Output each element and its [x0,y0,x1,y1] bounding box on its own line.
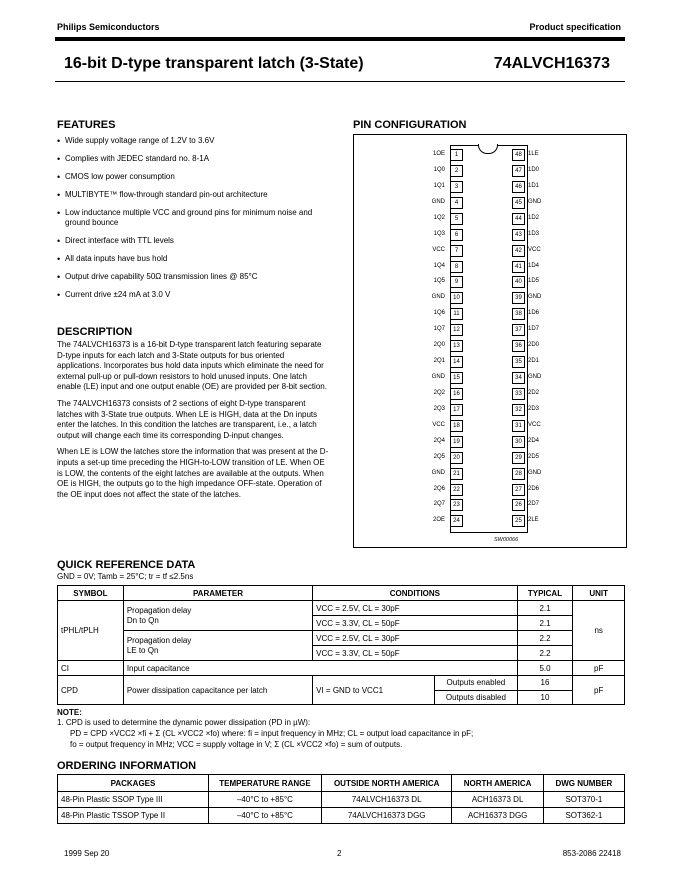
pin-label: 2D6 [528,485,540,492]
pin-config-heading: PIN CONFIGURATION [353,119,467,131]
pin-number: 48 [512,149,525,161]
pin-number: 9 [450,276,463,288]
pin-label: 2Q5 [433,453,445,460]
ordering-heading: ORDERING INFORMATION [57,760,197,772]
pin-number: 39 [512,292,525,304]
pin-label: GND [528,198,542,205]
pin-number: 17 [450,404,463,416]
unit-cell: pF [573,676,625,705]
outside-na-cell: 74ALVCH16373 DGG [321,808,451,824]
pin-number: 44 [512,213,525,225]
pin-number: 27 [512,484,525,496]
dwg-number-cell: SOT370-1 [543,792,624,808]
pin-number: 23 [450,499,463,511]
description-body [57,340,329,506]
cpd-conditions-cell [313,676,518,705]
feature-item: • Low inductance multiple VCC and ground pins for minimum noise and ground bounce [57,208,332,228]
company-name: Philips Semiconductors [57,22,160,32]
pin-label: 1Q3 [433,230,445,237]
pin-number: 14 [450,356,463,368]
pin-label: GND [431,294,445,301]
page-number: 2 [337,849,342,858]
description-paragraph: When LE is LOW the latches store the information that was present at the D-inputs a set-up time preceding the HIGH-to-LOW transition of LE. When OE is LOW, the contents of the eight latches are available at the outputs. When OE is HIGH, the outputs go to the high impedance OFF-state. Operation of the OE input does not affect the state of the latches. [57,447,329,499]
parameter-cell: Propagation delay Dn to Qn [123,601,312,631]
pin-label: 2OE [432,517,445,524]
pin-number: 16 [450,388,463,400]
column-header: OUTSIDE NORTH AMERICA [321,775,451,792]
column-header: SYMBOL [58,586,124,601]
typical-cell: 5.0 [517,661,573,676]
typical-cell: 2.1 [517,616,573,631]
pin-label: GND [431,374,445,381]
pin-number: 43 [512,229,525,241]
conditions-cell: VCC = 3.3V, CL = 50pF [313,616,518,631]
pin-label: 1D2 [528,214,540,221]
pin-label: 1D5 [528,278,540,285]
note-line: 1. CPD is used to determine the dynamic power dissipation (PD in µW): [57,718,311,727]
pin-number: 6 [450,229,463,241]
title-rule [55,81,625,82]
pin-label: 2Q2 [433,389,445,396]
pin-label: 1Q2 [433,214,445,221]
pin-label: GND [431,198,445,205]
pin-label: 1Q5 [433,278,445,285]
north-america-cell: ACH16373 DGG [452,808,543,824]
pin-number: 11 [450,308,463,320]
pin-number: 30 [512,436,525,448]
column-header: TEMPERATURE RANGE [208,775,321,792]
pin-number: 18 [450,420,463,432]
pin-number: 32 [512,404,525,416]
symbol-cell: CPD [58,676,124,705]
pin-label: 1Q7 [433,326,445,333]
symbol-cell: tPHL/tPLH [58,601,124,661]
pin-number: 28 [512,468,525,480]
pin-number: 3 [450,181,463,193]
pin-label: 2Q6 [433,485,445,492]
pin-number: 13 [450,340,463,352]
pin-label: 2D1 [528,358,540,365]
pin-label: 1Q4 [433,262,445,269]
features-list [57,136,332,308]
column-header: NORTH AMERICA [452,775,543,792]
pin-number: 25 [512,515,525,527]
quick-reference-table [57,585,625,705]
pin-label: 2Q4 [433,437,445,444]
spec-type: Product specification [529,22,621,32]
pin-number: 40 [512,276,525,288]
footer-date: 1999 Sep 20 [64,849,110,858]
pin-number: 24 [450,515,463,527]
pin-number: 21 [450,468,463,480]
pin-label: 2Q1 [433,358,445,365]
column-header: DWG NUMBER [543,775,624,792]
dwg-number-cell: SOT362-1 [543,808,624,824]
pin-number: 1 [450,149,463,161]
pin-label: GND [528,294,542,301]
pin-label: 2Q7 [433,501,445,508]
pin-label: VCC [528,246,541,253]
column-header: CONDITIONS [313,586,518,601]
pin-number: 46 [512,181,525,193]
typical-cell: 16 [517,676,573,691]
pin-label: 1D0 [528,166,540,173]
pin-label: GND [528,374,542,381]
pin-label: 1Q0 [433,166,445,173]
pin-number: 10 [450,292,463,304]
feature-item: • Wide supply voltage range of 1.2V to 3.6V [57,136,332,146]
pin-label: 2D0 [528,342,540,349]
package-cell: 48-Pin Plastic SSOP Type III [58,792,209,808]
description-paragraph: The 74ALVCH16373 consists of 2 sections of eight D-type transparent latches with 3-State true outputs. When LE is HIGH, data at the Dn inputs enter the latches. In this condition the latches are transparent, i.e., a latch output will change each time its corresponding D-input changes. [57,398,318,440]
pin-number: 42 [512,245,525,257]
pin-number: 35 [512,356,525,368]
pin-label: 2Q0 [433,342,445,349]
pin-number: 2 [450,165,463,177]
feature-item: • Current drive ±24 mA at 3.0 V [57,290,332,300]
features-heading: FEATURES [57,119,116,131]
pin-label: VCC [432,421,445,428]
pin-number: 34 [512,372,525,384]
column-header: UNIT [573,586,625,601]
qrd-heading: QUICK REFERENCE DATA [57,559,196,571]
feature-item: • Output drive capability 50Ω transmission lines @ 85°C [57,272,332,282]
column-header: TYPICAL [517,586,573,601]
pin-number: 7 [450,245,463,257]
package-cell: 48-Pin Plastic TSSOP Type II [58,808,209,824]
pin-label: 1D3 [528,230,540,237]
pin-number: 45 [512,197,525,209]
pin-number: 37 [512,324,525,336]
pin-number: 19 [450,436,463,448]
pin-label: 2LE [528,517,539,524]
pin-number: 33 [512,388,525,400]
feature-item: • CMOS low power consumption [57,172,332,182]
pin-label: 1D1 [528,182,540,189]
table-row [58,808,625,824]
pin-label: 1D4 [528,262,540,269]
table-row [58,792,625,808]
note-line: PD = CPD ×VCC2 ×fi + Σ (CL ×VCC2 ×fo) where: fi = input frequency in MHz; CL = output load capacitance in pF; [70,729,474,738]
temperature-cell: –40°C to +85°C [208,792,321,808]
note-heading: NOTE: [57,708,82,717]
pin-number: 15 [450,372,463,384]
pin-number: 22 [450,484,463,496]
note-line: fo = output frequency in MHz; VCC = supply voltage in V; Σ (CL ×VCC2 ×fo) = sum of outputs. [70,740,403,749]
pin-label: GND [528,469,542,476]
column-header: PARAMETER [123,586,312,601]
pin-label: 1D7 [528,326,540,333]
pin-label: VCC [528,421,541,428]
pin-number: 47 [512,165,525,177]
description-heading: DESCRIPTION [57,326,133,338]
figure-code: SW00066 [494,537,519,543]
pin-number: 31 [512,420,525,432]
feature-item: • All data inputs have bus hold [57,254,332,264]
pin-label: 1Q1 [433,182,445,189]
conditions-cell: VCC = 2.5V, CL = 30pF [313,631,518,646]
symbol-cell: CI [58,661,124,676]
qrd-conditions: GND = 0V; Tamb = 25°C; tr = tf ≤2.5ns [57,572,194,581]
parameter-cell: Power dissipation capacitance per latch [123,676,312,705]
feature-item: • MULTIBYTE™ flow-through standard pin-out architecture [57,190,332,200]
pin-number: 8 [450,261,463,273]
pin-label: 2D3 [528,405,540,412]
outside-na-cell: 74ALVCH16373 DL [321,792,451,808]
typical-cell: 10 [517,690,573,705]
pin-label: 2Q3 [433,405,445,412]
typical-cell: 2.2 [517,646,573,661]
conditions-cell: VCC = 3.3V, CL = 50pF [313,646,518,661]
pin-number: 41 [512,261,525,273]
north-america-cell: ACH16373 DL [452,792,543,808]
unit-cell: pF [573,661,625,676]
ordering-table [57,774,625,824]
pin-label: 2D2 [528,389,540,396]
part-number: 74ALVCH16373 [493,55,610,72]
column-header: PACKAGES [58,775,209,792]
document-number: 853-2086 22418 [562,849,621,858]
pin-number: 29 [512,452,525,464]
outputs-enabled-label: Outputs enabled [435,676,517,691]
description-paragraph: The 74ALVCH16373 is a 16-bit D-type transparent latch featuring separate D-type inputs for each latch and 3-State outputs for bus oriented applications. Incorporates bus hold data inputs which eliminate the need for external pull-up or pull-down resistors to hold unused inputs. One latch enable (LE) input and one output enable (OE) are provided per 8-bit section. [57,340,327,392]
pin-number: 26 [512,499,525,511]
temperature-cell: –40°C to +85°C [208,808,321,824]
typical-cell: 2.1 [517,601,573,616]
parameter-cell: Propagation delay LE to Qn [123,631,312,661]
pin-number: 36 [512,340,525,352]
pin-label: GND [431,469,445,476]
unit-cell: ns [573,601,625,661]
pin-label: 1LE [528,151,539,157]
pin-number: 38 [512,308,525,320]
outputs-disabled-label: Outputs disabled [445,692,506,702]
conditions-cell: VCC = 2.5V, CL = 30pF [313,601,518,616]
feature-item: • Complies with JEDEC standard no. 8-1A [57,154,332,164]
typical-cell: 2.2 [517,631,573,646]
pin-label: 1OE [432,151,445,157]
feature-item: • Direct interface with TTL levels [57,236,332,246]
pin-number: 20 [450,452,463,464]
pin-number: 5 [450,213,463,225]
header-rule [55,37,625,41]
pin-label: VCC [432,246,445,253]
pin-number: 12 [450,324,463,336]
cpd-condition: VI = GND to VCC1 [313,676,435,704]
parameter-cell: Input capacitance [123,661,517,676]
pin-label: 1Q6 [433,310,445,317]
pin-label: 2D5 [528,453,540,460]
page-title: 16-bit D-type transparent latch (3-State) [64,55,364,72]
pin-label: 2D7 [528,501,540,508]
pin-label: 2D4 [528,437,540,444]
pin-label: 1D6 [528,310,540,317]
pin-number: 4 [450,197,463,209]
